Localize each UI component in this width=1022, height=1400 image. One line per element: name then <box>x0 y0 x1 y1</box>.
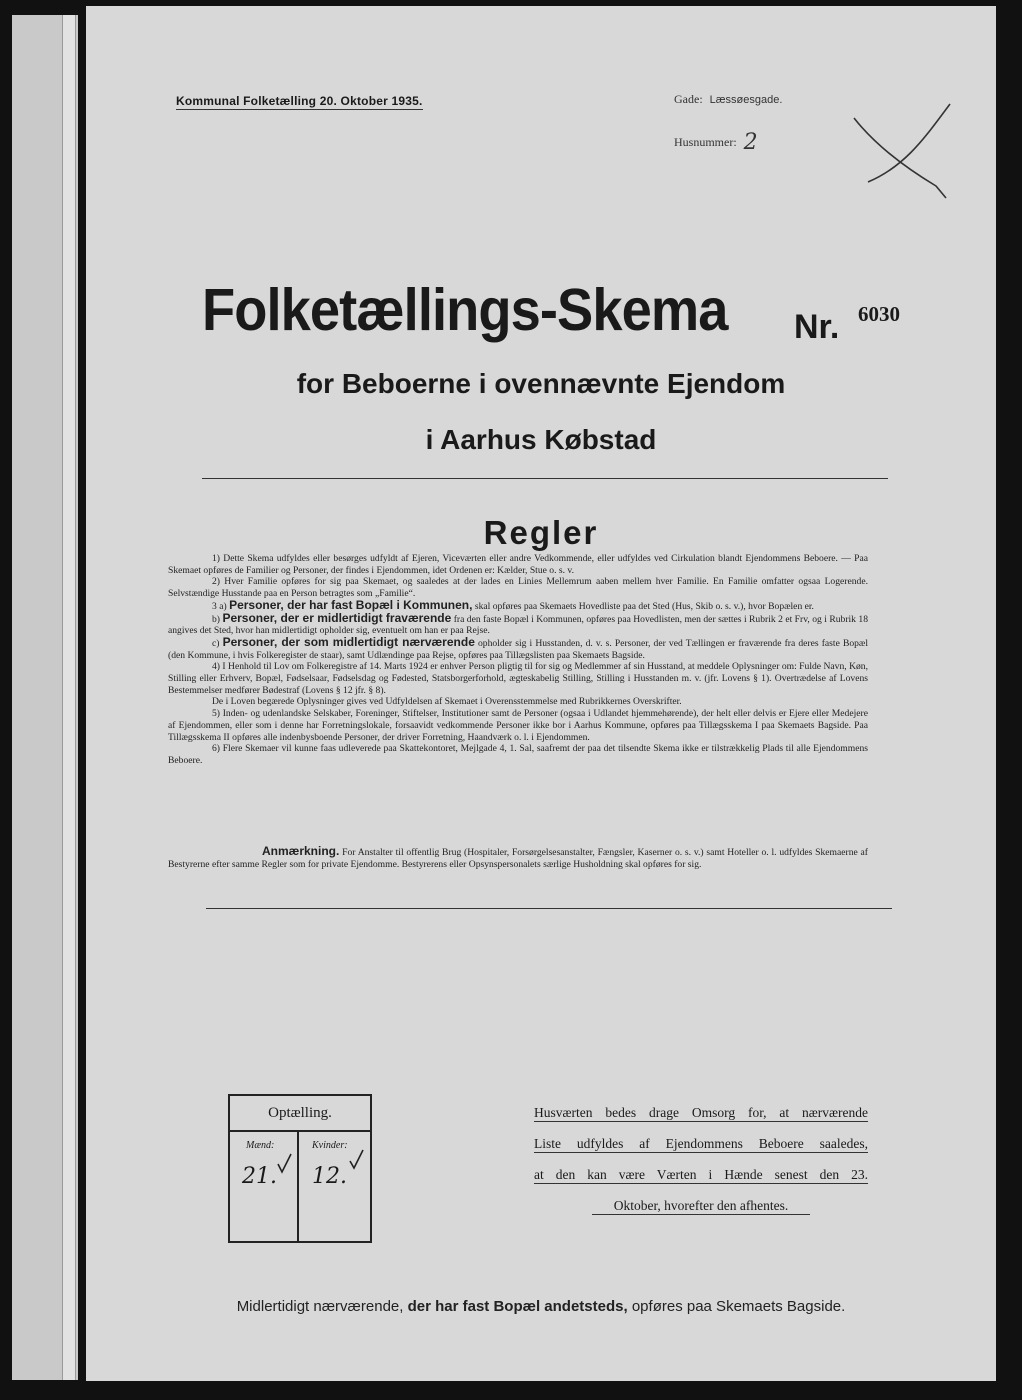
rule-1: 1) Dette Skema udfyldes eller besørges udfyldt af Ejeren, Viceværten eller andre Vedkommende, eller udfyldes ved Cirkulation blandt Ejendommens Beboere. — Paa Skemaet opføres de Familier og Personer, der findes i Ejendommen, idet Ordenen er: Kælder, Stue o. s. v. <box>168 553 868 576</box>
street-value: Læssøesgade. <box>709 94 783 106</box>
count-divider-v <box>297 1130 299 1241</box>
rule-3b-number: b) <box>212 613 220 625</box>
footer-part-3: opføres paa Skemaets Bagside. <box>631 1298 846 1315</box>
women-check-mark <box>348 1148 366 1170</box>
men-count: 21. <box>242 1164 277 1189</box>
street-field <box>674 92 782 107</box>
notice-line-3: at den kan være Værten i Hænde senest den 23. <box>534 1167 868 1182</box>
notice-line-4: Oktober, hvorefter den afhentes. <box>592 1198 810 1215</box>
form-title: Folketællings-Skema <box>202 277 728 343</box>
divider-bottom <box>206 908 892 909</box>
footer-part-1: Midlertidigt nærværende, <box>236 1298 404 1315</box>
remark-block <box>168 845 868 871</box>
rule-3a-number: 3 a) <box>212 600 227 612</box>
footer-part-2: der har fast Bopæl andetsteds, <box>407 1298 628 1315</box>
rule-3b-heading: Personer, der er midlertidigt fraværende <box>222 610 452 625</box>
handwritten-cross-mark <box>846 96 966 206</box>
remark-label: Anmærkning. <box>262 844 340 858</box>
remark-text: For Anstalter til offentlig Brug (Hospitaler, Forsørgelsesanstalter, Fængsler, Kaserner o. s. v.) samt Hoteller o. l. udfyldes Skemaerne af Bestyrerne efter samme Regler som for private Ejendomme. Bestyrerens eller Opsynspersonalets særlige Husholdning skal opføres for sig. <box>168 847 868 870</box>
landlord-notice <box>534 1101 868 1225</box>
rules-heading: Regler <box>483 514 599 551</box>
rule-6: 6) Flere Skemaer vil kunne faas udleverede paa Skattekontoret, Mejlgade 4, 1. Sal, saafremt der paa det tilsendte Skema ikke er tilstrækkelig Plads til alle Ejendommens Beboere. <box>168 743 868 766</box>
form-number-label: Nr. <box>794 308 840 346</box>
rule-3a-heading: Personer, der har fast Bopæl i Kommunen, <box>229 597 473 612</box>
house-number-label: Husnummer: <box>674 135 737 149</box>
men-label: Mænd: <box>246 1140 275 1151</box>
rule-3b-text: fra den faste Bopæl i Kommunen, opføres paa Hovedlisten, men der sættes i Rubrik 2 et Frv, og i Rubrik 18 angives det Sted, hvor han midlertidigt opholder sig, eventuelt om han er paa Rejse. <box>168 613 868 637</box>
women-count: 12. <box>312 1164 347 1189</box>
count-title: Optælling. <box>268 1105 332 1121</box>
rule-3c <box>168 634 868 661</box>
women-label: Kvinder: <box>312 1140 348 1151</box>
rule-3c-heading: Personer, der som midlertidigt nærværende <box>222 634 475 649</box>
census-date-line: Kommunal Folketælling 20. Oktober 1935. <box>176 94 423 108</box>
form-subtitle-2: i Aarhus Købstad <box>425 424 657 455</box>
form-number-value: 6030 <box>858 302 900 326</box>
rule-4: 4) I Henhold til Lov om Folkeregistre af 14. Marts 1924 er enhver Person pligtig til for sig og Medlemmer af sin Husstand, at meddele Oplysninger om: Fulde Navn, Køn, Stilling eller Erhverv, Bopæl, Fødselsaar, Fødselsdag og Fødested, Statsborgerforhold, ægteskabelig Stilling, Stilling i Husstanden m. v. (jfr. Lovens § 1). Overtrædelse af Lovens Bestemmelser medfører Bødestraf (Lovens § 12 jfr. § 8). <box>168 661 868 696</box>
count-box <box>228 1094 372 1243</box>
house-number-value: 2 <box>743 130 758 155</box>
form-subtitle-1: for Beboerne i ovennævnte Ejendom <box>296 368 786 399</box>
rule-4b: De i Loven begærede Oplysninger gives ved Udfyldelsen af Skemaet i Overensstemmelse med Rubrikkernes Overskrifter. <box>212 696 682 708</box>
binding-edge <box>62 15 76 1380</box>
house-number-field <box>674 130 758 155</box>
street-label: Gade: <box>674 92 703 106</box>
rule-3a-text: skal opføres paa Skemaets Hovedliste paa det Sted (Hus, Skib o. s. v.), hvor Bopælen er. <box>474 600 814 612</box>
footer-note <box>86 1298 996 1315</box>
notice-line-1: Husværten bedes drage Omsorg for, at nærværende <box>534 1105 868 1120</box>
count-divider-h <box>230 1130 370 1132</box>
notice-line-2: Liste udfyldes af Ejendommens Beboere saaledes, <box>534 1136 868 1151</box>
rule-3b <box>168 610 868 637</box>
rules-text <box>168 553 868 767</box>
rule-3c-text: opholder sig i Husstanden, d. v. s. Personer, der ved Tællingen er fraværende fra deres faste Bopæl (den Kommune, i hvis Folkeregister de staar), samt Udlændinge paa Rejse, opføres paa Tillægslisten paa Skemaets Bagside. <box>168 637 868 661</box>
divider-top <box>202 478 888 479</box>
rule-5: 5) Inden- og udenlandske Selskaber, Foreninger, Stiftelser, Institutioner samt de Personer (ogsaa i Udlandet hjemmehørende), der helt eller delvis er Ejere eller Medejere af Ejendommen, eller som i denne har Forretningslokale, forsaavidt vedkommende Personer ikke bor i Aarhus Kommune, opføres paa Tillægsskema I paa Skemaets Bagside. Paa Tillægsskema II opføres alle indenbysboende Personer, der driver Forretning, Haandværk o. l. i Ejendommen. <box>168 708 868 743</box>
rule-3c-number: c) <box>212 637 220 649</box>
census-form-page <box>86 6 996 1381</box>
rule-2: 2) Hver Familie opføres for sig paa Skemaet, og saaledes at der lades en Linies Mellemrum aaben mellem hver Familie. En Familie omfatter ogsaa Logerende. Selvstændige Husstande paa en Person betragtes som „Familie“. <box>168 576 868 600</box>
men-check-mark <box>276 1152 294 1174</box>
